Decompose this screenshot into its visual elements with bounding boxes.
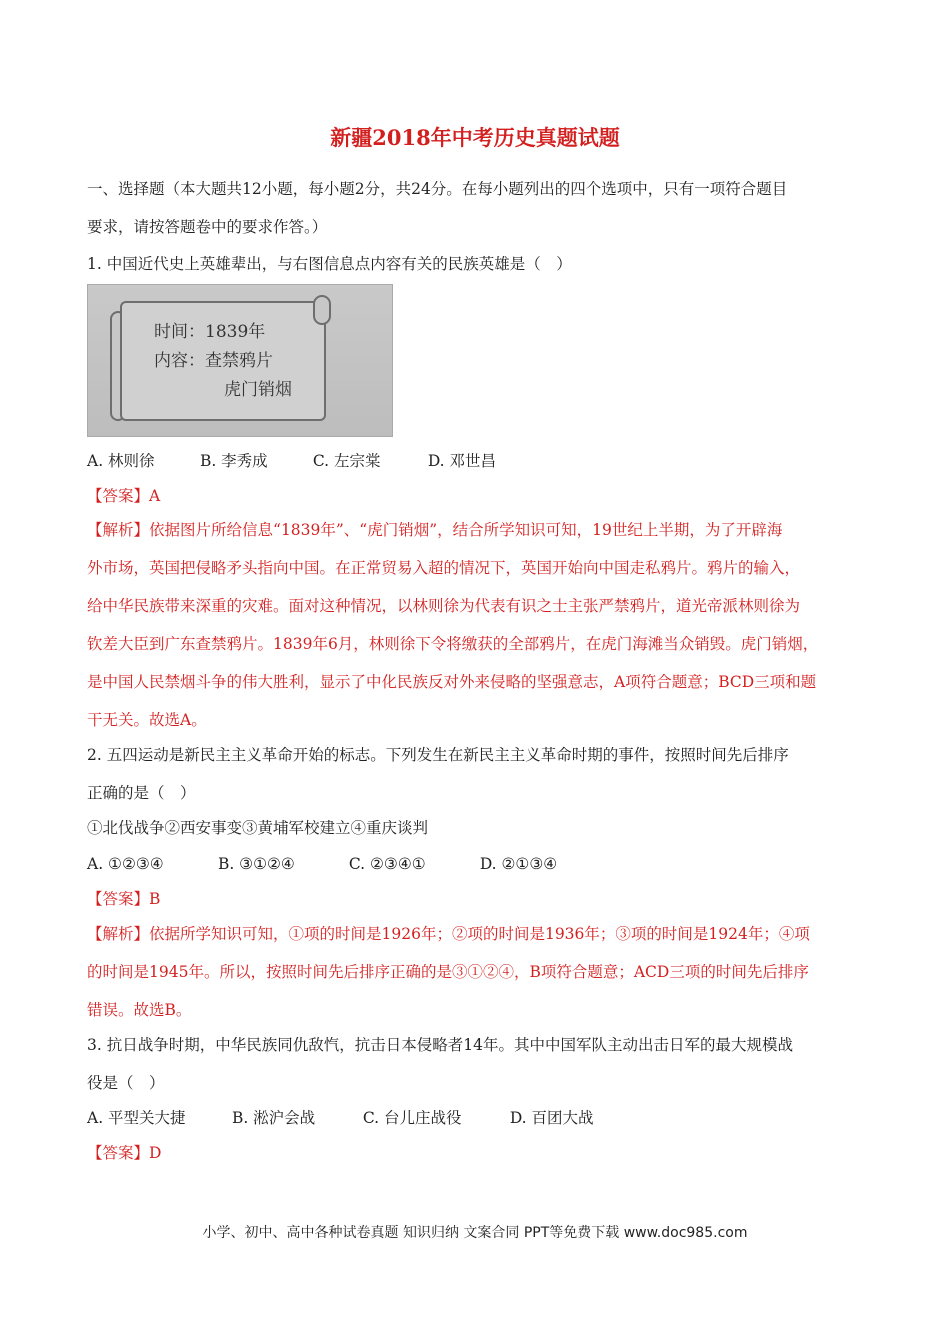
page-title: 新疆2018年中考历史真题试题 [330,125,620,150]
option-d: D. ②①③④ [479,855,558,873]
question-3-answer [87,1142,867,1164]
question-3-stem-line-1: 3. 抗日战争时期，中华民族同仇敌忾，抗击日本侵略者14年。其中中国军队主动出击日军的最大规模战 [87,1036,793,1054]
analysis-tag: 【解析】 [87,925,150,943]
option-d: D. 百团大战 [509,1109,594,1127]
option-b: B. 李秀成 [199,452,268,470]
option-c: C. 台儿庄战役 [362,1109,462,1127]
question-1-options [87,450,867,472]
question-1-analysis-line: 是中国人民禁烟斗争的伟大胜利，显示了中化民族反对外来侵略的坚强意志，A项符合题意；BCD三项和题 [87,673,817,691]
option-b: B. 淞沪会战 [231,1109,316,1127]
question-1-analysis-line [87,519,867,541]
answer-tag: 【答案】 [87,890,150,908]
question-2-analysis-line: 的时间是1945年。所以，按照时间先后排序正确的是③①②④，B项符合题意；ACD三项的时间先后排序 [87,963,809,981]
option-a: A. 林则徐 [87,452,155,470]
question-2-items: ①北伐战争②西安事变③黄埔军校建立④重庆谈判 [87,819,429,837]
scroll-right-curl-icon [313,295,331,325]
answer-value: D [149,1144,162,1162]
question-1-analysis-line: 外市场，英国把侵略矛头指向中国。在正常贸易入超的情况下，英国开始向中国走私鸦片。鸦片的输入， [87,559,801,577]
question-1-figure [87,284,393,437]
option-b: B. ③①②④ [217,855,295,873]
option-a: A. 平型关大捷 [87,1109,186,1127]
answer-value: B [149,890,161,908]
question-3-options [87,1107,867,1129]
option-a: A. ①②③④ [87,855,164,873]
question-1-analysis-line: 干无关。故选A。 [87,711,207,729]
question-1-answer [87,485,867,507]
figure-line-2: 内容：查禁鸦片 [154,351,273,371]
section-instructions-line-2: 要求，请按答题卷中的要求作答。） [87,218,328,236]
question-3-stem-line-2: 役是（ ） [87,1074,165,1092]
question-1-analysis-line: 给中华民族带来深重的灾难。面对这种情况，以林则徐为代表有识之士主张严禁鸦片，道光帝派林则徐为 [87,597,801,615]
analysis-tag: 【解析】 [87,521,150,539]
option-c: C. 左宗棠 [312,452,381,470]
answer-tag: 【答案】 [87,1144,150,1162]
question-2-stem-line-2: 正确的是（ ） [87,784,196,802]
page-footer: 小学、初中、高中各种试卷真题 知识归纳 文案合同 PPT等免费下载 www.doc985.com [202,1225,748,1241]
answer-tag: 【答案】 [87,487,150,505]
analysis-text: 依据图片所给信息“1839年”、“虎门销烟”，结合所学知识可知，19世纪上半期，为了开辟海 [149,521,783,539]
question-2-options [87,853,867,875]
figure-line-3: 虎门销烟 [224,380,292,400]
figure-line-1: 时间：1839年 [154,322,266,342]
question-2-analysis-line: 错误。故选B。 [87,1001,192,1019]
option-c: C. ②③④① [348,855,426,873]
analysis-text: 依据所学知识可知，①项的时间是1926年；②项的时间是1936年；③项的时间是1924年；④项 [149,925,810,943]
question-2-analysis-line [87,923,867,945]
question-2-stem-line-1: 2. 五四运动是新民主主义革命开始的标志。下列发生在新民主主义革命时期的事件，按照时间先后排序 [87,746,789,764]
question-1-analysis-line: 钦差大臣到广东查禁鸦片。1839年6月，林则徐下令将缴获的全部鸦片，在虎门海滩当众销毁。虎门销烟， [87,635,819,653]
question-1-stem: 1. 中国近代史上英雄辈出，与右图信息点内容有关的民族英雄是（ ） [87,255,572,273]
answer-value: A [149,487,161,505]
question-2-answer [87,888,867,910]
option-d: D. 邓世昌 [427,452,497,470]
section-instructions-line-1: 一、选择题（本大题共12小题，每小题2分，共24分。在每小题列出的四个选项中，只有一项符合题目 [87,180,788,198]
